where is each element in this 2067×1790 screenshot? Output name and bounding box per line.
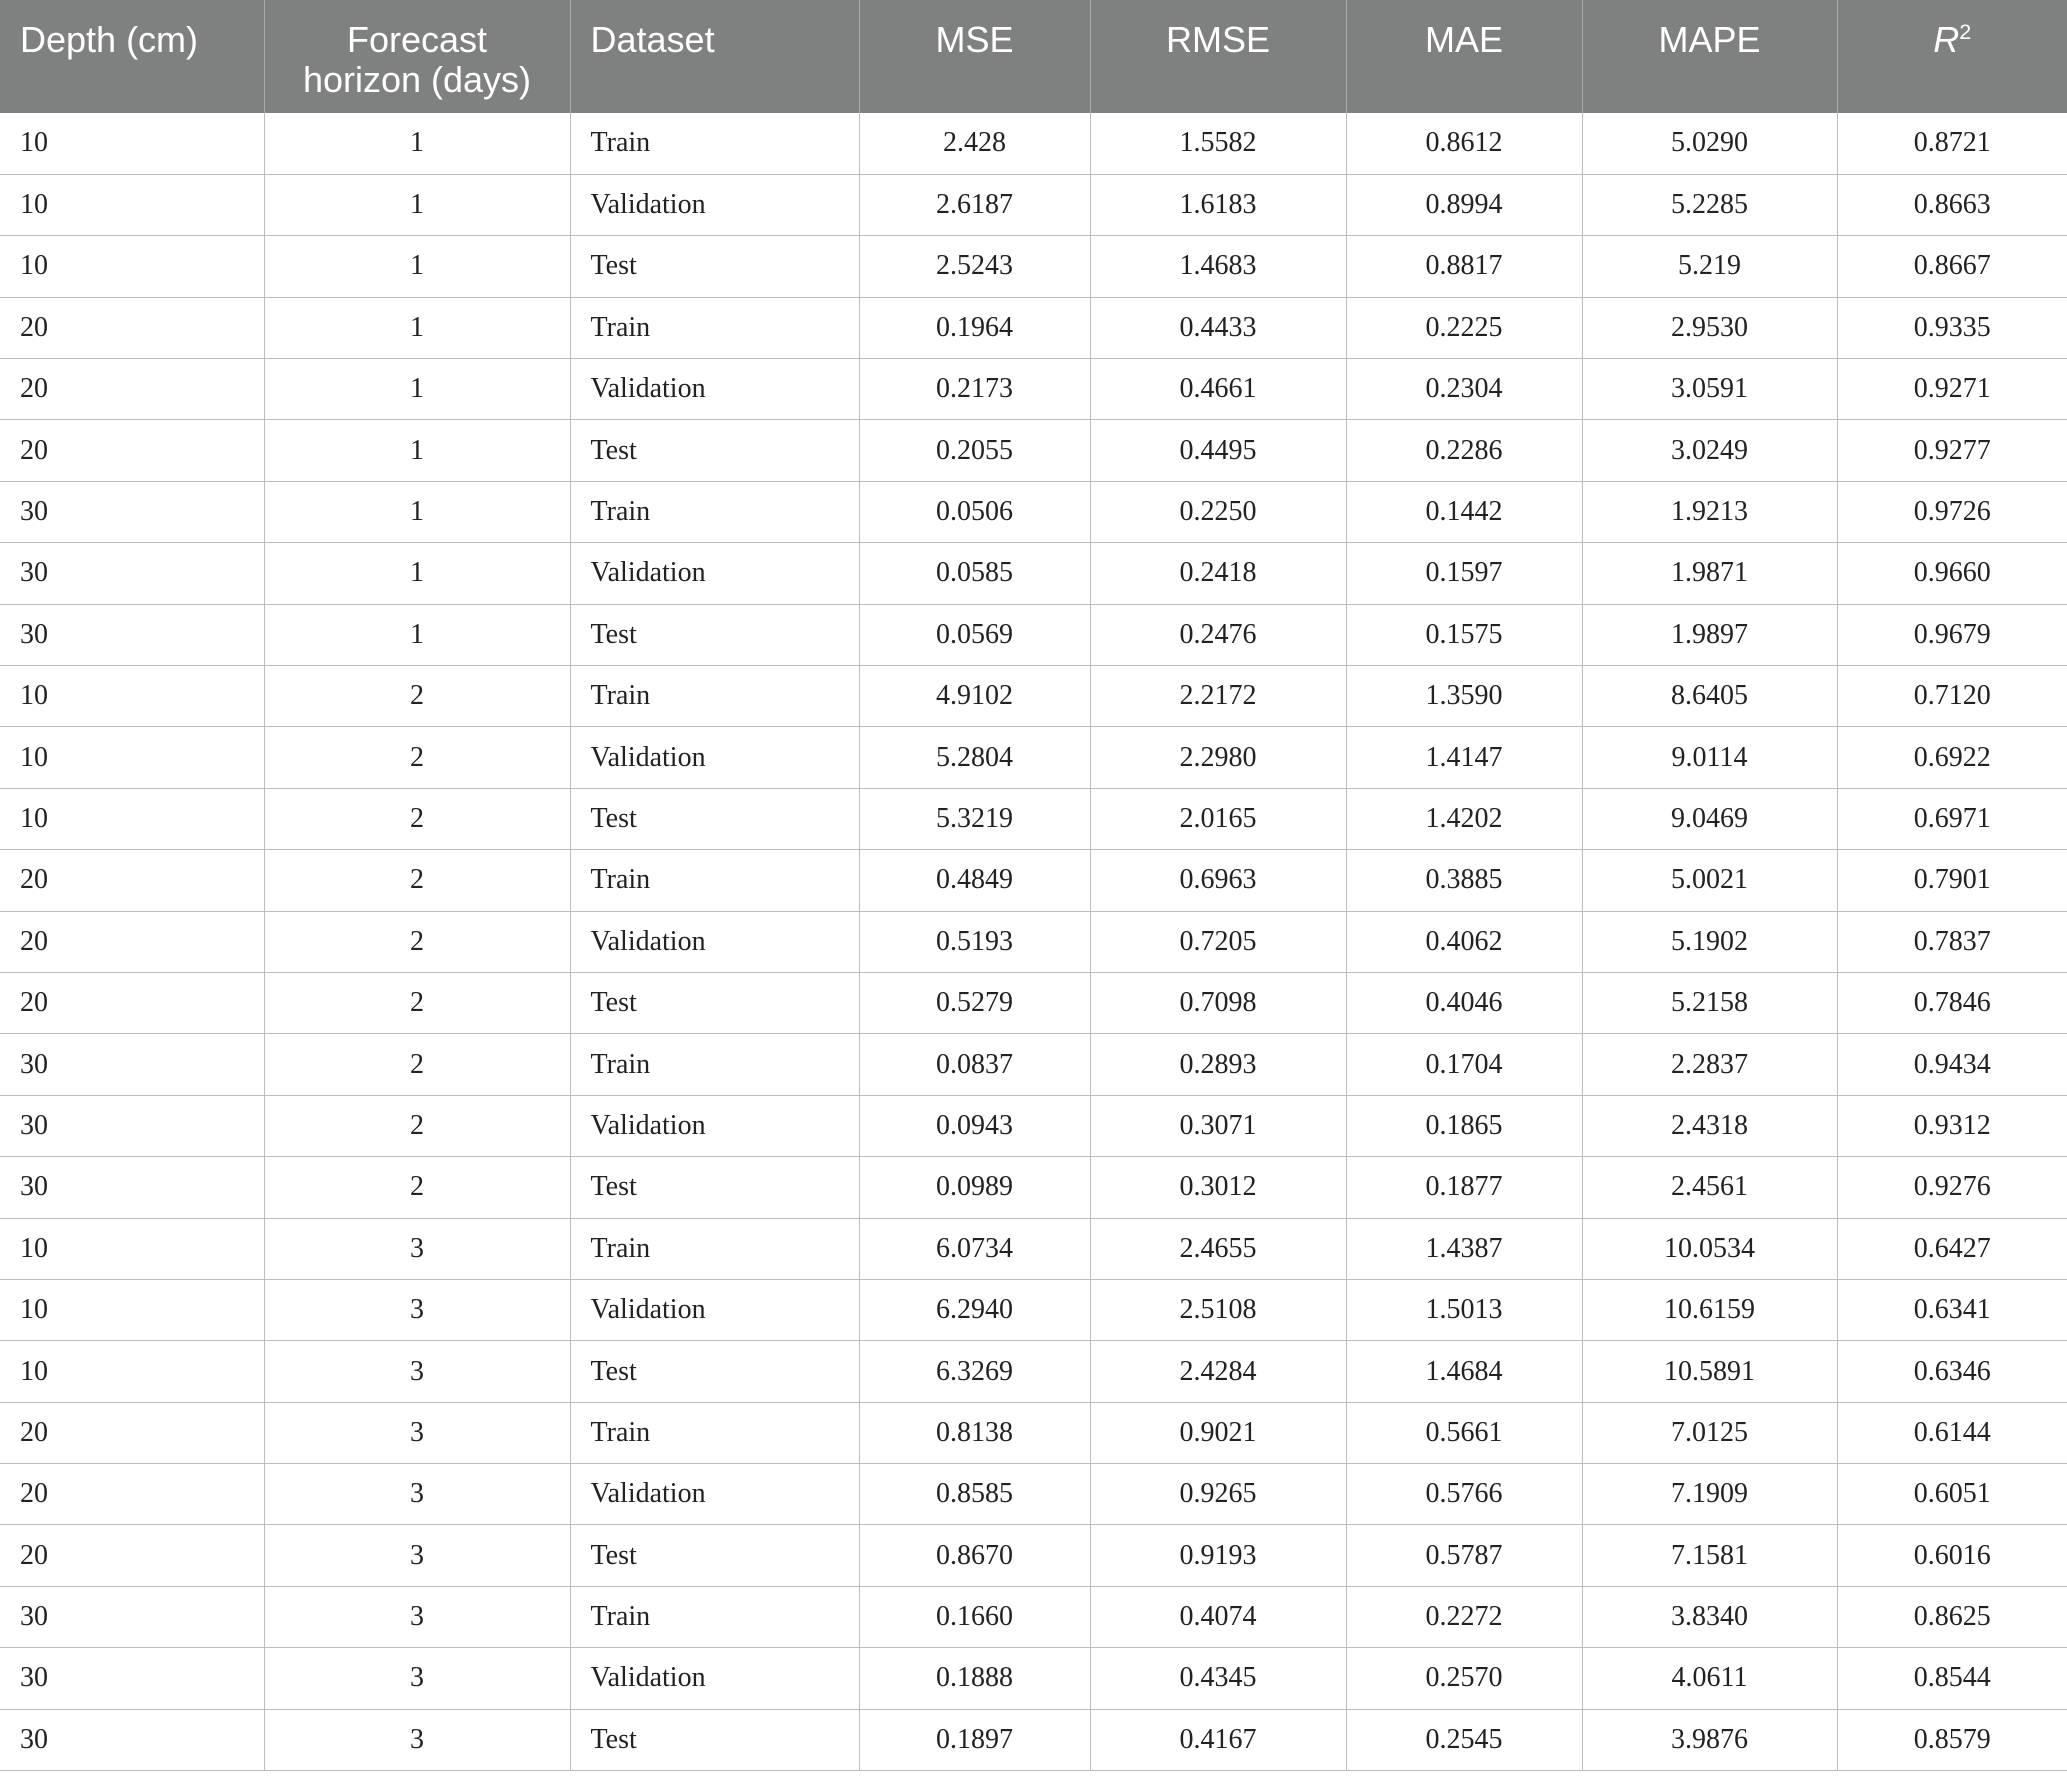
cell-mae: 1.4147 (1346, 727, 1582, 788)
cell-mape: 1.9897 (1582, 604, 1837, 665)
cell-rmse: 0.4345 (1090, 1648, 1346, 1709)
cell-dataset: Validation (570, 1648, 859, 1709)
cell-mse: 0.5193 (859, 911, 1090, 972)
cell-depth: 30 (0, 1157, 264, 1218)
cell-forecast-horizon: 1 (264, 481, 570, 542)
cell-mse: 2.428 (859, 113, 1090, 174)
cell-r-squared: 0.6346 (1837, 1341, 2067, 1402)
cell-rmse: 0.4495 (1090, 420, 1346, 481)
cell-depth: 10 (0, 1279, 264, 1340)
cell-mae: 0.3885 (1346, 850, 1582, 911)
cell-forecast-horizon: 2 (264, 1095, 570, 1156)
cell-mae: 0.1865 (1346, 1095, 1582, 1156)
cell-mse: 0.1660 (859, 1586, 1090, 1647)
cell-mse: 5.3219 (859, 788, 1090, 849)
cell-r-squared: 0.7837 (1837, 911, 2067, 972)
cell-forecast-horizon: 1 (264, 604, 570, 665)
cell-depth: 10 (0, 727, 264, 788)
cell-mape: 7.0125 (1582, 1402, 1837, 1463)
cell-r-squared: 0.8544 (1837, 1648, 2067, 1709)
cell-forecast-horizon: 2 (264, 1157, 570, 1218)
cell-depth: 30 (0, 481, 264, 542)
cell-forecast-horizon: 3 (264, 1525, 570, 1586)
cell-mse: 2.5243 (859, 236, 1090, 297)
cell-r-squared: 0.7846 (1837, 972, 2067, 1033)
cell-rmse: 1.6183 (1090, 174, 1346, 235)
cell-r-squared: 0.8625 (1837, 1586, 2067, 1647)
cell-depth: 30 (0, 1586, 264, 1647)
cell-mae: 0.2225 (1346, 297, 1582, 358)
cell-forecast-horizon: 2 (264, 666, 570, 727)
cell-dataset: Validation (570, 174, 859, 235)
cell-mape: 1.9213 (1582, 481, 1837, 542)
cell-dataset: Test (570, 788, 859, 849)
cell-dataset: Validation (570, 1095, 859, 1156)
cell-mae: 0.2272 (1346, 1586, 1582, 1647)
cell-mae: 0.1575 (1346, 604, 1582, 665)
cell-r-squared: 0.9679 (1837, 604, 2067, 665)
cell-rmse: 0.4167 (1090, 1709, 1346, 1770)
cell-mae: 1.4684 (1346, 1341, 1582, 1402)
cell-forecast-horizon: 3 (264, 1341, 570, 1402)
cell-mse: 6.0734 (859, 1218, 1090, 1279)
table-row (0, 113, 2067, 174)
cell-r-squared: 0.9726 (1837, 481, 2067, 542)
cell-dataset: Train (570, 1218, 859, 1279)
cell-mae: 0.2286 (1346, 420, 1582, 481)
cell-forecast-horizon: 1 (264, 174, 570, 235)
cell-mae: 1.4202 (1346, 788, 1582, 849)
cell-mae: 0.2545 (1346, 1709, 1582, 1770)
table-body (0, 113, 2067, 1771)
cell-forecast-horizon: 3 (264, 1464, 570, 1525)
table-row (0, 1218, 2067, 1279)
cell-mape: 5.2158 (1582, 972, 1837, 1033)
cell-mse: 0.2055 (859, 420, 1090, 481)
r-squared-base: R (1933, 19, 1960, 60)
table-row (0, 174, 2067, 235)
cell-rmse: 2.4284 (1090, 1341, 1346, 1402)
cell-forecast-horizon: 2 (264, 1034, 570, 1095)
cell-mse: 0.0943 (859, 1095, 1090, 1156)
cell-mse: 5.2804 (859, 727, 1090, 788)
cell-rmse: 0.4433 (1090, 297, 1346, 358)
cell-dataset: Validation (570, 359, 859, 420)
table-row (0, 236, 2067, 297)
cell-mape: 1.9871 (1582, 543, 1837, 604)
cell-forecast-horizon: 2 (264, 972, 570, 1033)
cell-mape: 10.0534 (1582, 1218, 1837, 1279)
cell-mae: 1.3590 (1346, 666, 1582, 727)
cell-rmse: 2.2980 (1090, 727, 1346, 788)
cell-mae: 0.4062 (1346, 911, 1582, 972)
cell-mae: 0.5766 (1346, 1464, 1582, 1525)
cell-dataset: Train (570, 297, 859, 358)
cell-mse: 0.0585 (859, 543, 1090, 604)
cell-forecast-horizon: 2 (264, 727, 570, 788)
table-row (0, 359, 2067, 420)
cell-depth: 30 (0, 543, 264, 604)
cell-mape: 5.0021 (1582, 850, 1837, 911)
cell-dataset: Validation (570, 1464, 859, 1525)
cell-mape: 10.6159 (1582, 1279, 1837, 1340)
cell-mape: 3.0591 (1582, 359, 1837, 420)
r-squared-exponent: 2 (1959, 19, 1972, 44)
cell-rmse: 0.4661 (1090, 359, 1346, 420)
cell-depth: 30 (0, 1648, 264, 1709)
cell-forecast-horizon: 1 (264, 359, 570, 420)
cell-depth: 10 (0, 1218, 264, 1279)
cell-dataset: Test (570, 1525, 859, 1586)
cell-mape: 8.6405 (1582, 666, 1837, 727)
cell-r-squared: 0.6051 (1837, 1464, 2067, 1525)
cell-r-squared: 0.9271 (1837, 359, 2067, 420)
cell-dataset: Train (570, 481, 859, 542)
cell-depth: 30 (0, 604, 264, 665)
cell-mape: 2.4318 (1582, 1095, 1837, 1156)
cell-rmse: 0.2250 (1090, 481, 1346, 542)
cell-r-squared: 0.6427 (1837, 1218, 2067, 1279)
table-row (0, 1464, 2067, 1525)
cell-mae: 0.4046 (1346, 972, 1582, 1033)
table-row (0, 1157, 2067, 1218)
cell-rmse: 1.5582 (1090, 113, 1346, 174)
cell-forecast-horizon: 1 (264, 236, 570, 297)
table-row (0, 481, 2067, 542)
table-row (0, 1586, 2067, 1647)
cell-forecast-horizon: 1 (264, 297, 570, 358)
cell-mape: 2.9530 (1582, 297, 1837, 358)
cell-rmse: 2.4655 (1090, 1218, 1346, 1279)
table-row (0, 1648, 2067, 1709)
cell-mape: 10.5891 (1582, 1341, 1837, 1402)
cell-mse: 0.1888 (859, 1648, 1090, 1709)
cell-mse: 0.5279 (859, 972, 1090, 1033)
cell-rmse: 0.9193 (1090, 1525, 1346, 1586)
cell-r-squared: 0.9660 (1837, 543, 2067, 604)
cell-rmse: 0.2418 (1090, 543, 1346, 604)
cell-r-squared: 0.8663 (1837, 174, 2067, 235)
cell-mape: 5.219 (1582, 236, 1837, 297)
cell-forecast-horizon: 1 (264, 543, 570, 604)
cell-mse: 0.0837 (859, 1034, 1090, 1095)
cell-mae: 0.8994 (1346, 174, 1582, 235)
cell-mae: 0.1877 (1346, 1157, 1582, 1218)
cell-forecast-horizon: 3 (264, 1218, 570, 1279)
cell-mse: 0.1897 (859, 1709, 1090, 1770)
cell-rmse: 0.3071 (1090, 1095, 1346, 1156)
cell-mse: 0.0569 (859, 604, 1090, 665)
cell-dataset: Validation (570, 1279, 859, 1340)
cell-rmse: 0.3012 (1090, 1157, 1346, 1218)
cell-mae: 1.5013 (1346, 1279, 1582, 1340)
cell-rmse: 0.7205 (1090, 911, 1346, 972)
cell-r-squared: 0.8667 (1837, 236, 2067, 297)
cell-mae: 0.1597 (1346, 543, 1582, 604)
cell-depth: 20 (0, 359, 264, 420)
cell-depth: 20 (0, 850, 264, 911)
cell-mae: 0.1704 (1346, 1034, 1582, 1095)
table-row (0, 1279, 2067, 1340)
cell-mape: 3.0249 (1582, 420, 1837, 481)
cell-depth: 10 (0, 113, 264, 174)
cell-mape: 5.0290 (1582, 113, 1837, 174)
cell-rmse: 0.9021 (1090, 1402, 1346, 1463)
cell-dataset: Test (570, 1341, 859, 1402)
header-mape: MAPE (1582, 0, 1837, 113)
header-mae: MAE (1346, 0, 1582, 113)
cell-mape: 3.8340 (1582, 1586, 1837, 1647)
cell-mae: 0.8612 (1346, 113, 1582, 174)
table-row (0, 911, 2067, 972)
cell-dataset: Validation (570, 543, 859, 604)
cell-mae: 0.5787 (1346, 1525, 1582, 1586)
cell-dataset: Train (570, 1402, 859, 1463)
table-row (0, 1402, 2067, 1463)
cell-mape: 5.2285 (1582, 174, 1837, 235)
cell-mape: 5.1902 (1582, 911, 1837, 972)
table-row (0, 1525, 2067, 1586)
cell-rmse: 0.4074 (1090, 1586, 1346, 1647)
cell-mse: 0.0989 (859, 1157, 1090, 1218)
cell-mse: 2.6187 (859, 174, 1090, 235)
cell-forecast-horizon: 3 (264, 1402, 570, 1463)
table-row (0, 1095, 2067, 1156)
table-row (0, 727, 2067, 788)
cell-rmse: 0.7098 (1090, 972, 1346, 1033)
table-row (0, 420, 2067, 481)
cell-forecast-horizon: 3 (264, 1648, 570, 1709)
cell-mape: 7.1909 (1582, 1464, 1837, 1525)
cell-r-squared: 0.8721 (1837, 113, 2067, 174)
cell-mae: 0.2570 (1346, 1648, 1582, 1709)
cell-mape: 9.0114 (1582, 727, 1837, 788)
cell-rmse: 1.4683 (1090, 236, 1346, 297)
cell-dataset: Test (570, 236, 859, 297)
cell-mape: 2.2837 (1582, 1034, 1837, 1095)
cell-r-squared: 0.6144 (1837, 1402, 2067, 1463)
cell-dataset: Train (570, 113, 859, 174)
cell-depth: 20 (0, 972, 264, 1033)
cell-mse: 0.8138 (859, 1402, 1090, 1463)
cell-dataset: Test (570, 1709, 859, 1770)
cell-depth: 20 (0, 1402, 264, 1463)
cell-r-squared: 0.9312 (1837, 1095, 2067, 1156)
cell-dataset: Train (570, 1034, 859, 1095)
cell-r-squared: 0.6922 (1837, 727, 2067, 788)
header-r-squared (1837, 0, 2067, 113)
cell-mape: 7.1581 (1582, 1525, 1837, 1586)
cell-depth: 10 (0, 236, 264, 297)
table-row (0, 1709, 2067, 1770)
cell-r-squared: 0.9276 (1837, 1157, 2067, 1218)
cell-rmse: 0.9265 (1090, 1464, 1346, 1525)
cell-mse: 4.9102 (859, 666, 1090, 727)
cell-r-squared: 0.7901 (1837, 850, 2067, 911)
cell-dataset: Test (570, 604, 859, 665)
cell-depth: 30 (0, 1095, 264, 1156)
cell-depth: 10 (0, 174, 264, 235)
cell-r-squared: 0.6971 (1837, 788, 2067, 849)
cell-depth: 20 (0, 911, 264, 972)
cell-r-squared: 0.7120 (1837, 666, 2067, 727)
cell-mse: 0.8585 (859, 1464, 1090, 1525)
cell-dataset: Train (570, 1586, 859, 1647)
cell-depth: 30 (0, 1034, 264, 1095)
cell-rmse: 2.2172 (1090, 666, 1346, 727)
header-dataset: Dataset (570, 0, 859, 113)
cell-mape: 3.9876 (1582, 1709, 1837, 1770)
cell-forecast-horizon: 3 (264, 1279, 570, 1340)
table-row (0, 788, 2067, 849)
cell-dataset: Train (570, 666, 859, 727)
cell-r-squared: 0.9434 (1837, 1034, 2067, 1095)
cell-forecast-horizon: 2 (264, 788, 570, 849)
cell-r-squared: 0.9277 (1837, 420, 2067, 481)
cell-r-squared: 0.6016 (1837, 1525, 2067, 1586)
cell-mae: 0.8817 (1346, 236, 1582, 297)
table-row (0, 1341, 2067, 1402)
cell-dataset: Validation (570, 911, 859, 972)
cell-mse: 6.2940 (859, 1279, 1090, 1340)
cell-mae: 0.2304 (1346, 359, 1582, 420)
cell-forecast-horizon: 3 (264, 1709, 570, 1770)
cell-dataset: Test (570, 420, 859, 481)
cell-depth: 10 (0, 666, 264, 727)
cell-mse: 0.2173 (859, 359, 1090, 420)
header-depth: Depth (cm) (0, 0, 264, 113)
cell-mse: 0.0506 (859, 481, 1090, 542)
cell-r-squared: 0.6341 (1837, 1279, 2067, 1340)
table-row (0, 543, 2067, 604)
cell-rmse: 2.5108 (1090, 1279, 1346, 1340)
cell-forecast-horizon: 3 (264, 1586, 570, 1647)
cell-depth: 10 (0, 1341, 264, 1402)
header-forecast-horizon: Forecast horizon (days) (264, 0, 570, 113)
cell-mae: 0.1442 (1346, 481, 1582, 542)
table-row (0, 1034, 2067, 1095)
cell-rmse: 0.2893 (1090, 1034, 1346, 1095)
header-row (0, 0, 2067, 113)
cell-mape: 9.0469 (1582, 788, 1837, 849)
cell-rmse: 2.0165 (1090, 788, 1346, 849)
cell-mse: 0.1964 (859, 297, 1090, 358)
cell-mape: 2.4561 (1582, 1157, 1837, 1218)
cell-rmse: 0.2476 (1090, 604, 1346, 665)
cell-depth: 20 (0, 420, 264, 481)
cell-mae: 1.4387 (1346, 1218, 1582, 1279)
cell-depth: 20 (0, 1464, 264, 1525)
table-row (0, 850, 2067, 911)
cell-r-squared: 0.9335 (1837, 297, 2067, 358)
cell-forecast-horizon: 2 (264, 911, 570, 972)
cell-dataset: Train (570, 850, 859, 911)
cell-depth: 10 (0, 788, 264, 849)
header-rmse: RMSE (1090, 0, 1346, 113)
cell-mape: 4.0611 (1582, 1648, 1837, 1709)
cell-mae: 0.5661 (1346, 1402, 1582, 1463)
cell-dataset: Test (570, 972, 859, 1033)
table-row (0, 972, 2067, 1033)
table-row (0, 666, 2067, 727)
cell-dataset: Test (570, 1157, 859, 1218)
cell-depth: 20 (0, 1525, 264, 1586)
cell-mse: 0.4849 (859, 850, 1090, 911)
cell-mse: 6.3269 (859, 1341, 1090, 1402)
cell-dataset: Validation (570, 727, 859, 788)
table-row (0, 297, 2067, 358)
cell-mse: 0.8670 (859, 1525, 1090, 1586)
cell-depth: 30 (0, 1709, 264, 1770)
cell-forecast-horizon: 2 (264, 850, 570, 911)
header-mse: MSE (859, 0, 1090, 113)
table-row (0, 604, 2067, 665)
cell-depth: 20 (0, 297, 264, 358)
cell-forecast-horizon: 1 (264, 113, 570, 174)
cell-rmse: 0.6963 (1090, 850, 1346, 911)
cell-forecast-horizon: 1 (264, 420, 570, 481)
cell-r-squared: 0.8579 (1837, 1709, 2067, 1770)
